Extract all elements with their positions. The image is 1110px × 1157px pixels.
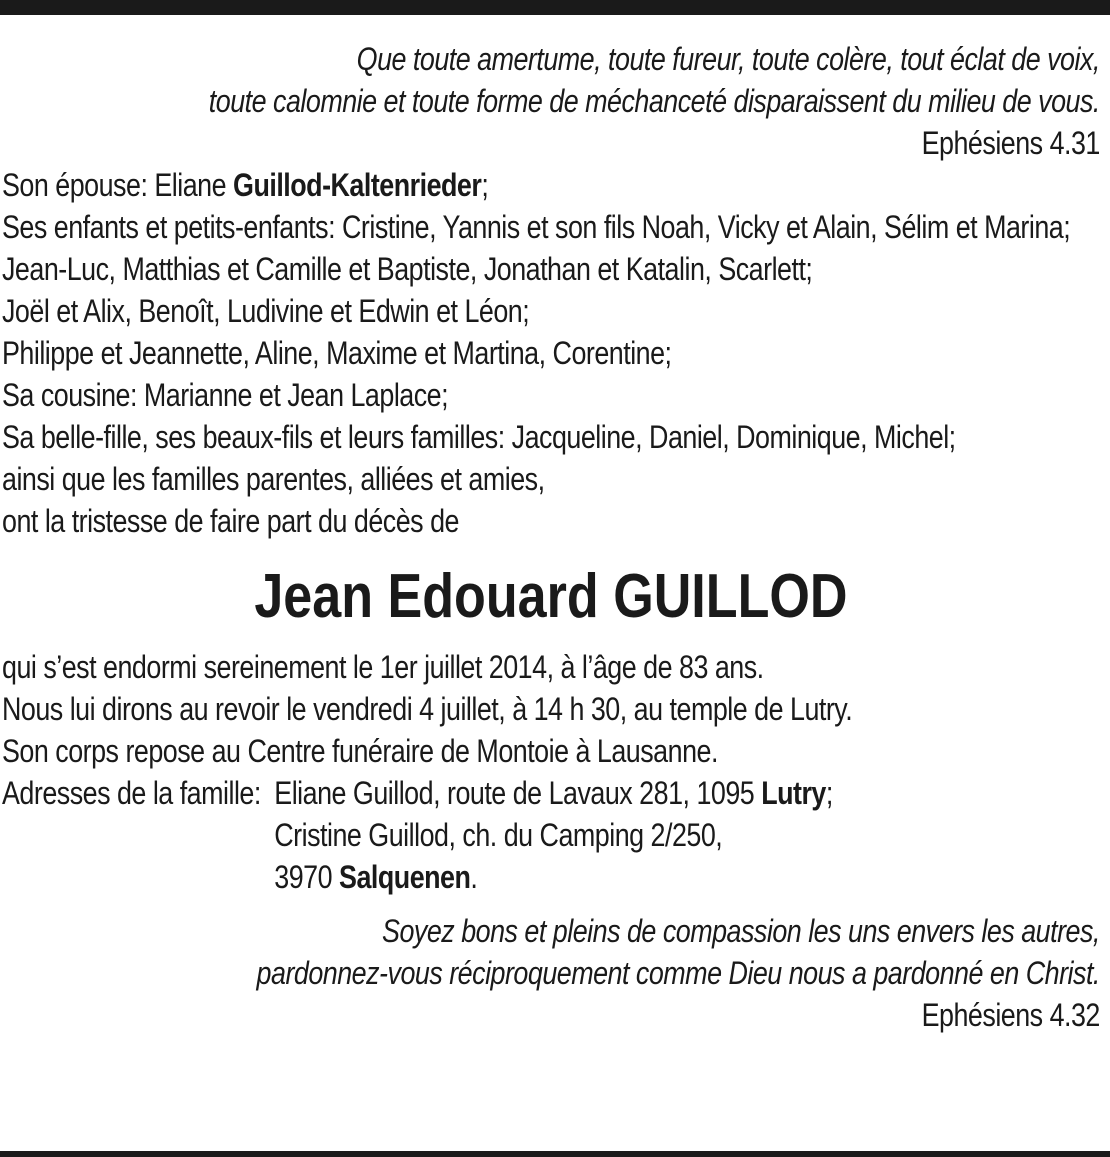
address-2-suffix: . [470,859,478,895]
funeral-line: Nous lui dirons au revoir le vendredi 4 juillet, à 14 h 30, au temple de Lutry. [2,691,853,727]
in-laws-line: Sa belle-fille, ses beaux-fils et leurs familles: Jacqueline, Daniel, Dominique, Michel; [2,419,956,455]
family-addresses [2,772,1100,898]
relatives-line: ainsi que les familles parentes, alliées et amies, [2,461,545,497]
verse-bottom-reference: Ephésiens 4.32 [921,997,1100,1033]
verse-top-line-2: toute calomnie et toute forme de méchanceté disparaissent du milieu de vous. [208,83,1100,119]
announcement-line: ont la tristesse de faire part du décès de [2,503,459,539]
spouse-prefix: Son épouse: Eliane [2,167,234,203]
spouse-name: Guillod-Kaltenrieder [233,167,482,203]
deceased-name: Jean Edouard GUILLOD [254,562,848,631]
addresses-list [261,772,833,898]
address-2-postcode: 3970 [274,859,340,895]
top-rule [0,0,1110,15]
address-1-suffix: ; [825,775,833,811]
address-1 [274,772,833,814]
address-1-town: Lutry [761,775,826,811]
verse-top [2,38,1100,164]
verse-bottom-line-1: Soyez bons et pleins de compassion les uns envers les autres, [382,913,1100,949]
spouse-suffix: ; [481,167,489,203]
address-2-line-1: Cristine Guillod, ch. du Camping 2/250, [274,817,723,853]
philippe-line: Philippe et Jeannette, Aline, Maxime et Martina, Corentine; [2,335,672,371]
verse-bottom [2,910,1100,1036]
bottom-rule [0,1151,1110,1157]
address-2-line-2 [274,856,833,898]
address-1-text: Eliane Guillod, route de Lavaux 281, 1095 [274,775,762,811]
notice-body [2,38,1100,1036]
verse-bottom-line-2: pardonnez-vous réciproquement comme Dieu nous a pardonné en Christ. [256,955,1100,991]
address-2-town: Salquenen [339,859,471,895]
children-line: Ses enfants et petits-enfants: Cristine, Yannis et son fils Noah, Vicky et Alain, Sélim et Marina; [2,209,1071,245]
verse-top-reference: Ephésiens 4.31 [921,125,1100,161]
addresses-label: Adresses de la famille: [2,775,261,811]
jeanluc-line: Jean-Luc, Matthias et Camille et Baptiste, Jonathan et Katalin, Scarlett; [2,251,813,287]
verse-top-line-1: Que toute amertume, toute fureur, toute colère, tout éclat de voix, [356,41,1100,77]
joel-line: Joël et Alix, Benoît, Ludivine et Edwin et Léon; [2,293,530,329]
spouse-line [2,164,1100,206]
spacer [2,898,1100,910]
death-line: qui s’est endormi sereinement le 1er juillet 2014, à l’âge de 83 ans. [2,649,764,685]
body-line: Son corps repose au Centre funéraire de Montoie à Lausanne. [2,733,718,769]
cousin-line: Sa cousine: Marianne et Jean Laplace; [2,377,449,413]
